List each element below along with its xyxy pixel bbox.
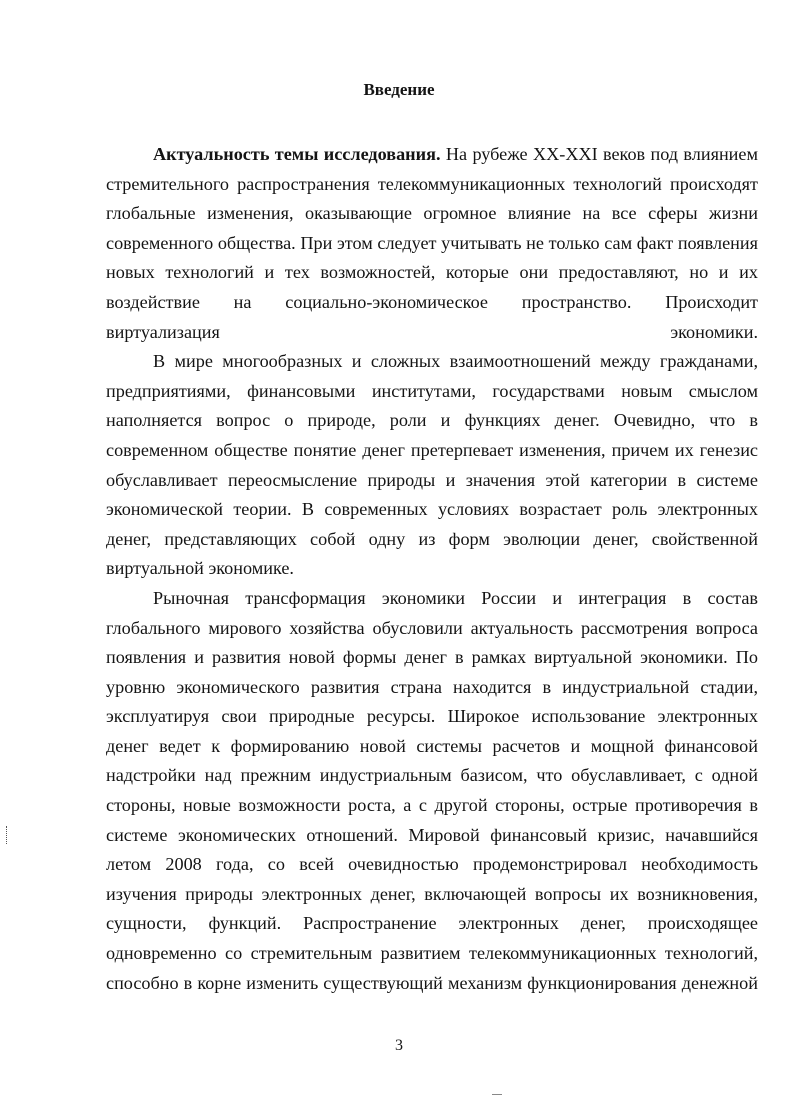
paragraph-money-nature: В мире многообразных и сложных взаимоотношений между гражданами, предприятиями, финансовыми институтами, государствами новым смыслом наполняется вопрос о природе, роли и функциях денег. Очевидно, что в современном обществе понятие денег претерпевает изменения, причем их генезис обуславливает переосмысление природы и значения этой категории в системе экономической теории. В современных условиях возрастает роль электронных денег, представляющих собой одну из форм эволюции денег, свойственной виртуальной экономике.: [106, 351, 758, 579]
paragraph-lead: Актуальность темы исследования.: [153, 144, 441, 164]
paragraph-relevance: [106, 140, 758, 347]
paragraph-text: На рубеже XX-XXI веков под влиянием стремительного распространения телекоммуникационных технологий происходят глобальные изменения, оказывающие огромное влияние на все сферы жизни современного общества. При этом следует учитывать не только сам факт появления новых технологий и тех возможностей, которые они предоставляют, но и их воздействие на социально-экономическое пространство. Происходит виртуализация экономики.: [106, 144, 758, 342]
page-number: 3: [395, 1037, 403, 1054]
paragraph-russia-transformation: Рыночная трансформация экономики России и интеграция в состав глобального мирового хозяйства обусловили актуальность рассмотрения вопроса появления и развития новой формы денег в рамках виртуальной экономики. По уровню экономического развития страна находится в индустриальной стадии, эксплуатируя свои природные ресурсы. Широкое использование электронных денег ведет к формированию новой системы расчетов и мощной финансовой надстройки над прежним индустриальным базисом, что обуславливает, с одной стороны, новые возможности роста, а с другой стороны, острые противоречия в системе экономических отношений. Мировой финансовый кризис, начавшийся летом 2008 года, со всей очевидностью продемонстрировал необходимость изучения природы электронных денег, включающей вопросы их возникновения, сущности, функций. Распространение электронных денег, происходящее одновременно со стремительным развитием телекоммуникационных технологий, способно в корне изменить существующий механизм функционирования денежной: [106, 587, 758, 993]
scan-bottom-mark: [492, 1094, 502, 1095]
section-title: Введение: [363, 80, 435, 99]
body-text: [106, 140, 758, 998]
scan-margin-mark: [6, 826, 9, 844]
